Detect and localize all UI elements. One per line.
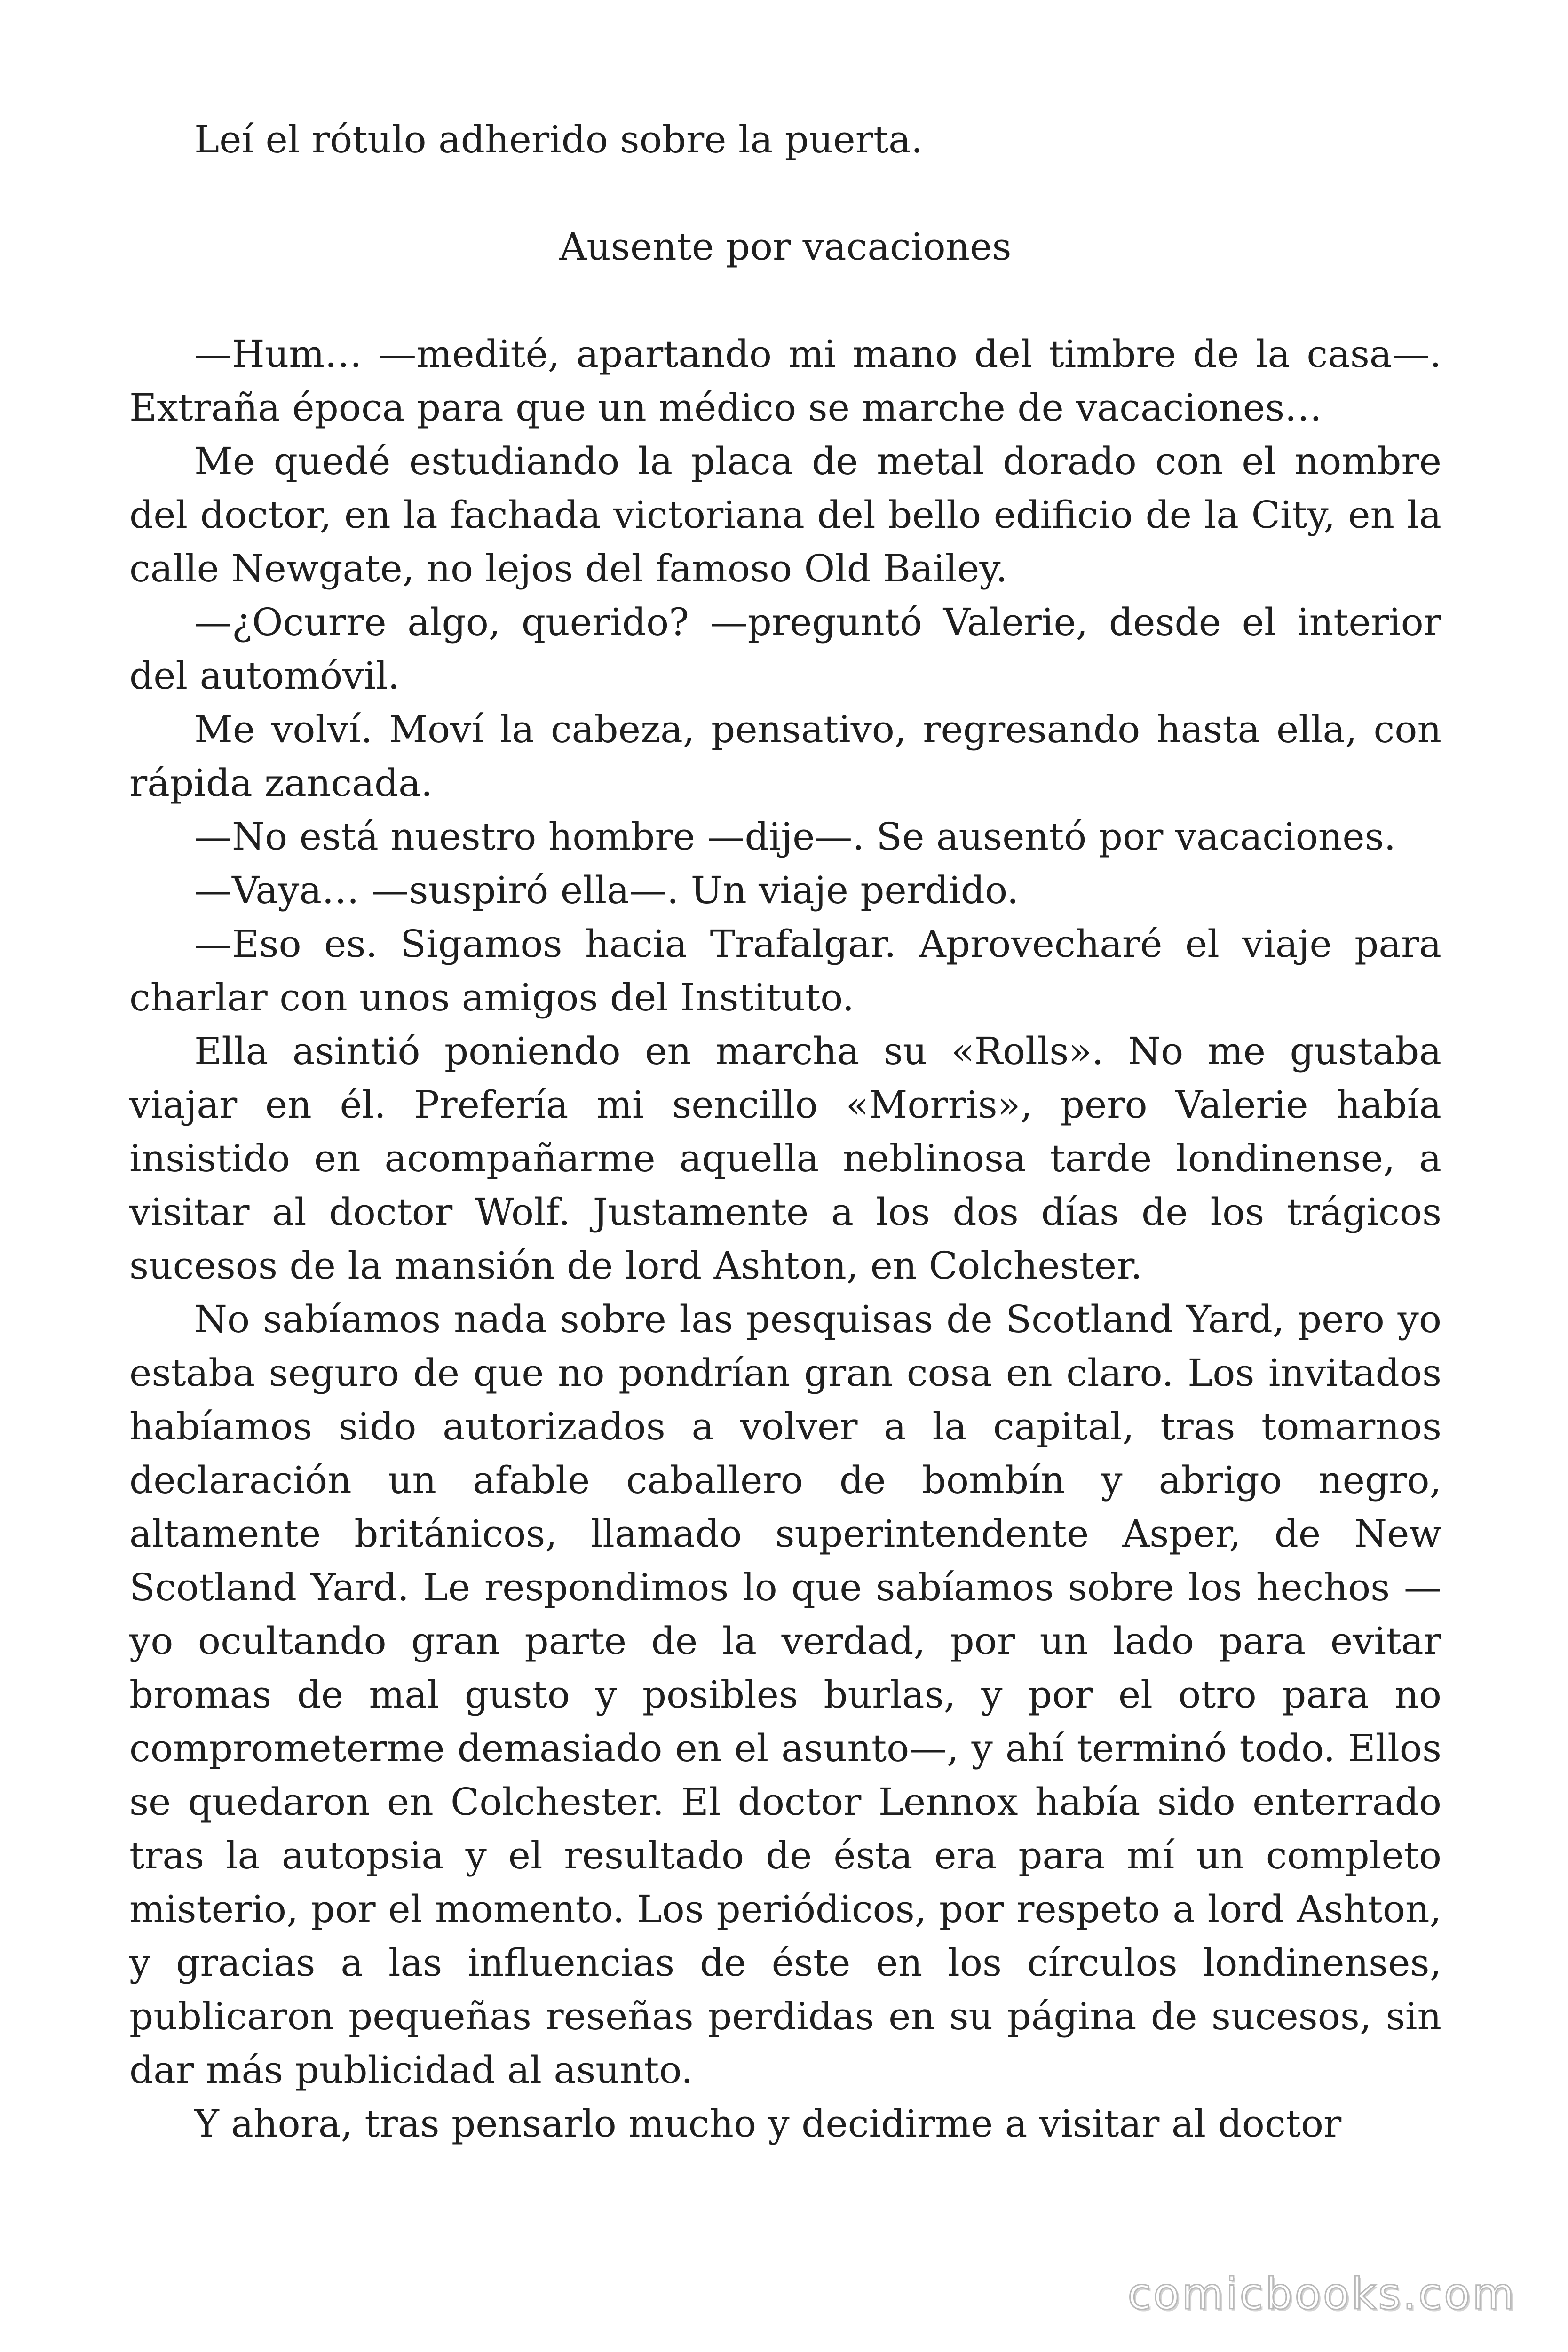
paragraph: —Hum… —medité, apartando mi mano del timbre de la casa—. Extraña época para que un médico se marche de vacaciones… (129, 332, 1441, 429)
paragraph: Me volví. Moví la cabeza, pensativo, regresando hasta ella, con rápida zancada. (129, 707, 1441, 805)
paragraph: Y ahora, tras pensarlo mucho y decidirme a visitar al doctor (194, 2102, 1342, 2145)
book-page (129, 113, 1441, 2151)
watermark: comicbooks.com (1127, 2269, 1516, 2319)
paragraph: —Eso es. Sigamos hacia Trafalgar. Aprovecharé el viaje para charlar con unos amigos del Instituto. (129, 922, 1441, 1019)
door-sign-text: Ausente por vacaciones (559, 225, 1012, 269)
paragraph: Ella asintió poniendo en marcha su «Rolls». No me gustaba viajar en él. Prefería mi sencillo «Morris», pero Valerie había insistido en acompañarme aquella neblinosa tarde londinense, a visitar al doctor Wolf. Justamente a los dos días de los trágicos sucesos de la mansión de lord Ashton, en Colchester. (129, 1029, 1441, 1287)
paragraph: Me quedé estudiando la placa de metal dorado con el nombre del doctor, en la fachada victoriana del bello edificio de la City, en la calle Newgate, no lejos del famoso Old Bailey. (129, 439, 1441, 590)
paragraph: No sabíamos nada sobre las pesquisas de Scotland Yard, pero yo estaba seguro de que no pondrían gran cosa en claro. Los invitados habíamos sido autorizados a volver a la capital, tras tomarnos declaración un afable caballero de bombín y abrigo negro, altamente británicos, llamado superintendente Asper, de New Scotland Yard. Le respondimos lo que sabíamos sobre los hechos —yo ocultando gran parte de la verdad, por un lado para evitar bromas de mal gusto y posibles burlas, y por el otro para no comprometerme demasiado en el asunto—, y ahí terminó todo. Ellos se quedaron en Colchester. El doctor Lennox había sido enterrado tras la autopsia y el resultado de ésta era para mí un completo misterio, por el momento. Los periódicos, por respeto a lord Ashton, y gracias a las influencias de éste en los círculos londinenses, publicaron pequeñas reseñas perdidas en su página de sucesos, sin dar más publicidad al asunto. (129, 1297, 1441, 2092)
paragraph: —No está nuestro hombre —dije—. Se ausentó por vacaciones. (194, 815, 1396, 858)
paragraph: —Vaya… —suspiró ella—. Un viaje perdido. (194, 868, 1019, 912)
paragraph: Leí el rótulo adherido sobre la puerta. (194, 118, 923, 161)
paragraph: —¿Ocurre algo, querido? —preguntó Valerie, desde el interior del automóvil. (129, 600, 1441, 698)
